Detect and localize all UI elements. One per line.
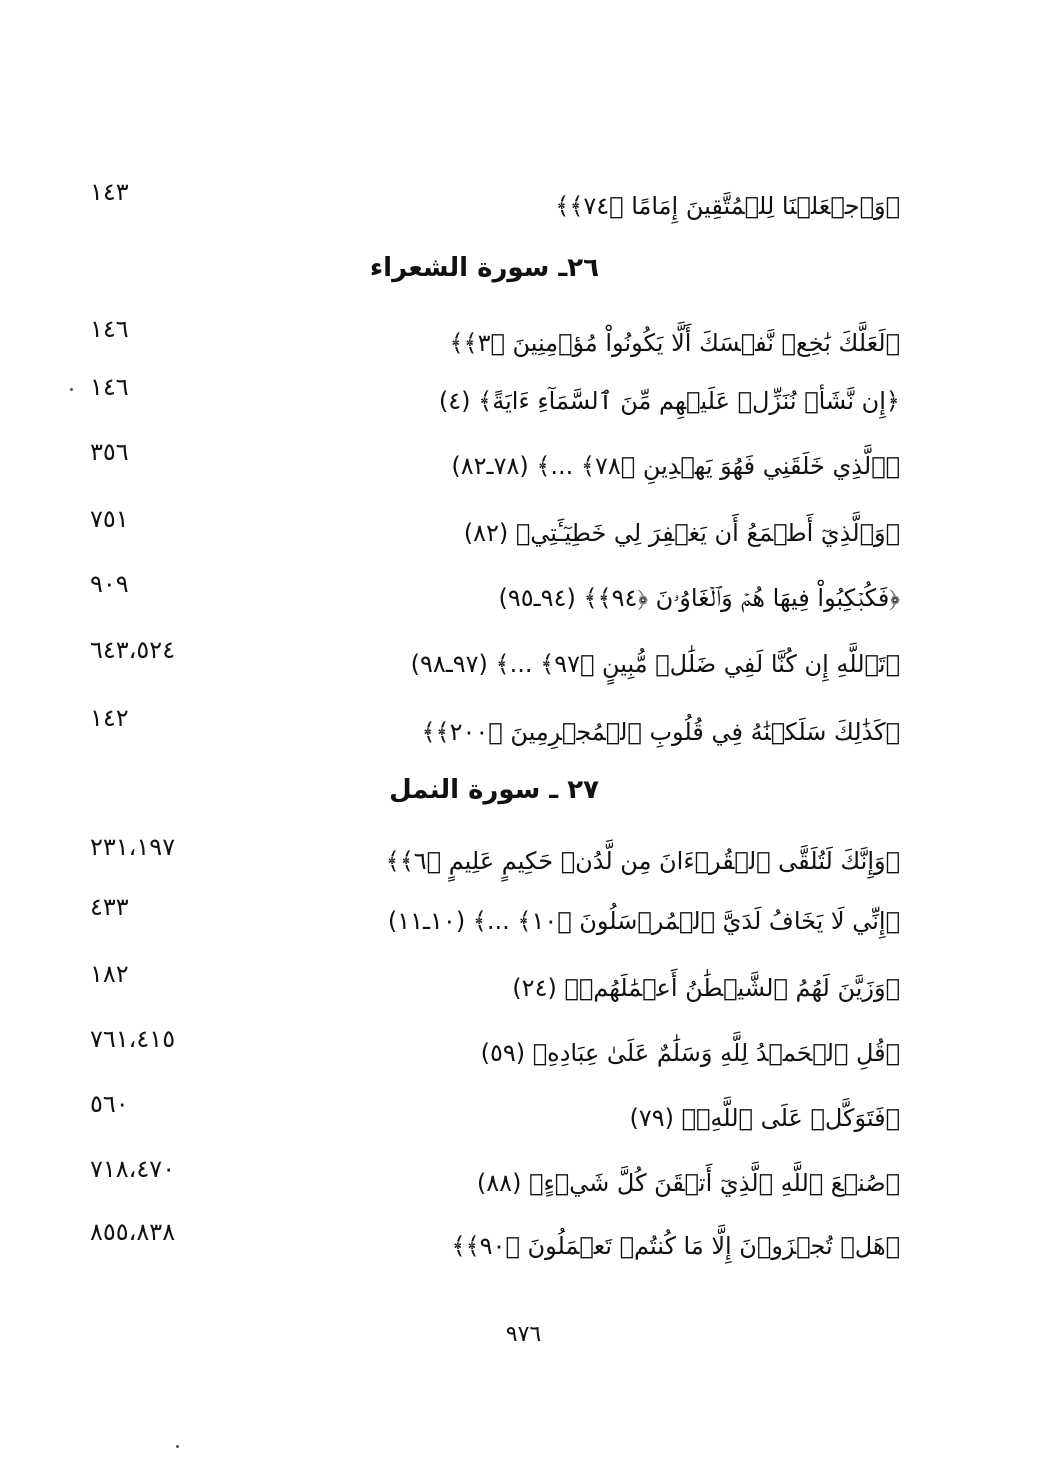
- verse-text: ﴿وَٱلَّذِيٓ أَطۡمَعُ أَن يَغۡفِرَ لِي خَطِيٓـَٔتِي﴾ (٨٢): [463, 519, 900, 547]
- scan-speck: [70, 388, 73, 391]
- page-references: ١٤٦: [90, 315, 129, 343]
- verse-text: ﴿كَذَٰلِكَ سَلَكۡنَٰهُ فِي قُلُوبِ ٱلۡمُجۡرِمِينَ ﴿٢٠٠﴾﴾: [421, 718, 900, 746]
- index-entry: [60, 373, 900, 433]
- page-references: ٧٥١: [90, 505, 129, 533]
- verse-text: ﴿لَعَلَّكَ بَٰخِعٞ نَّفۡسَكَ أَلَّا يَكُونُواْ مُؤۡمِنِينَ ﴿٣﴾﴾: [449, 329, 900, 357]
- page-references: ١٨٢: [90, 960, 129, 988]
- index-entry: [60, 178, 900, 238]
- page-references: ٤٣٣: [90, 893, 129, 921]
- index-entry: [60, 1090, 900, 1150]
- verse-text: ﴿وَٱجۡعَلۡنَا لِلۡمُتَّقِينَ إِمَامًا ﴿٧٤﴾﴾: [555, 192, 900, 220]
- verse-text: ﴿وَزَيَّنَ لَهُمُ ٱلشَّيۡطَٰنُ أَعۡمَٰلَهُمۡ﴾ (٢٤): [512, 974, 900, 1002]
- page-references: ٦٤٣،٥٢٤: [90, 636, 176, 664]
- verse-text: ﴿فَكُبۡكِبُواْ فِيهَا هُمۡ وَٱلۡغَاوُۥنَ ﴿٩٤﴾﴾ (٩٤ـ٩٥): [498, 584, 900, 612]
- page-references: ٢٣١،١٩٧: [90, 833, 176, 861]
- page-references: ١٤٦: [90, 373, 129, 401]
- verse-text: ﴿ٱلَّذِي خَلَقَنِي فَهُوَ يَهۡدِينِ ﴿٧٨﴾ ...﴾ (٧٨ـ٨٢): [451, 452, 900, 480]
- surah-heading: ٢٦ـ سورة الشعراء: [369, 253, 599, 283]
- verse-text: ﴿تَٱللَّهِ إِن كُنَّا لَفِي ضَلَٰلٖ مُّبِينٍ ﴿٩٧﴾ ...﴾ (٩٧ـ٩٨): [410, 650, 900, 678]
- index-entry: [60, 438, 900, 498]
- index-entry: [60, 636, 900, 696]
- verse-text: ﴿فَتَوَكَّلۡ عَلَى ٱللَّهِۖ﴾ (٧٩): [629, 1104, 900, 1132]
- verse-text: ﴿قُلِ ٱلۡحَمۡدُ لِلَّهِ وَسَلَٰمٌ عَلَىٰ عِبَادِهِ﴾ (٥٩): [480, 1039, 900, 1067]
- verse-text: ﴿وَإِنَّكَ لَتُلَقَّى ٱلۡقُرۡءَانَ مِن لَّدُنۡ حَكِيمٍ عَلِيمٍ ﴿٦﴾﴾: [385, 847, 900, 875]
- page-references: ١٤٣: [90, 178, 129, 206]
- index-entry: [60, 570, 900, 630]
- page-references: ٥٦٠: [90, 1090, 129, 1118]
- surah-heading: ٢٧ ـ سورة النمل: [389, 775, 599, 805]
- page-references: ٧٦١،٤١٥: [90, 1025, 176, 1053]
- index-entry: [60, 1218, 900, 1278]
- page-references: ٩٠٩: [90, 570, 129, 598]
- index-entry: [60, 704, 900, 764]
- scan-speck: [176, 1445, 179, 1448]
- page-number: ٩٧٦: [505, 1322, 542, 1347]
- index-entry: [60, 960, 900, 1020]
- page-references: ٨٥٥،٨٣٨: [90, 1218, 176, 1246]
- verse-text: ﴿إِنِّي لَا يَخَافُ لَدَيَّ ٱلۡمُرۡسَلُونَ ﴿١٠﴾ ...﴾ (١٠ـ١١): [387, 907, 900, 935]
- index-entry: [60, 833, 900, 893]
- index-entry: [60, 505, 900, 565]
- index-entry: [60, 893, 900, 953]
- verse-text: ﴿صُنۡعَ ٱللَّهِ ٱلَّذِيٓ أَتۡقَنَ كُلَّ شَيۡءٍ﴾ (٨٨): [476, 1169, 900, 1197]
- verse-text: ﴿هَلۡ تُجۡزَوۡنَ إِلَّا مَا كُنتُمۡ تَعۡمَلُونَ ﴿٩٠﴾﴾: [451, 1232, 900, 1260]
- verse-text: ﴿إِن نَّشَأۡ نُنَزِّلۡ عَلَيۡهِم مِّنَ ٱلسَّمَآءِ ءَايَةً﴾ (٤): [438, 387, 900, 415]
- index-entry: [60, 315, 900, 375]
- page-references: ٧١٨،٤٧٠: [90, 1155, 176, 1183]
- index-entry: [60, 1155, 900, 1215]
- index-entry: [60, 1025, 900, 1085]
- page-references: ٣٥٦: [90, 438, 129, 466]
- page-references: ١٤٢: [90, 704, 129, 732]
